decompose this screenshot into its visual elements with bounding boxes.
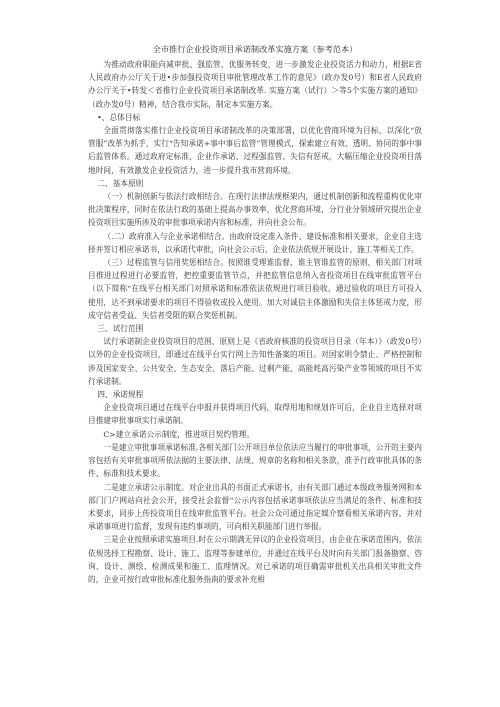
paragraph: 为推动政府职能向减审批、强监管、优服务转变，进一步激发企业投资活力和动力，根据E省人民政府办公厅关于进•步加强投资项目审批管理改革工作的意见》（政办发0号）和E省人民政府办公厅关于•转发＜省推行企业投资项目承诺制改革. 实施方案（试行）＞等5个实施方案的通知》（政办发0号）精神，结合我市实际，制定本实施方案。 xyxy=(88,60,422,109)
document-body xyxy=(88,58,422,586)
paragraph: 企业投资项目通过在线平台申报并获得项目代码，取得用地和规划许可后，企业自主选择对项目推建审批事项实行承诺制。 xyxy=(88,403,422,426)
paragraph: （三）过程监管与信用奖惩相结合。按照谁受理谁监督、谁主管谁监管的原则，相关部门对项目推进过程进行必要监管，把控重要监管节点，并把监管信息纳入省投资项目在线审批监管平台（以下简称“在线平台相关部门对照承诺和标准依法依规进行项目验收，通过验收的项目方可投入使用，达不到承诺要求的项目不得验收或投入使用。加大对诚信主体激励和失信主体惩戒力度，形成守信者受益、失信者受限的联合奖惩机制。 xyxy=(88,258,422,320)
section-heading: 三、试行范围 xyxy=(97,324,144,334)
paragraph: 一是建立审批事项承诺标准.各相关部门公开项目单位依法应当履行的审批事项，公开的主要内容包括有关审批事项所依法据的主要法律、法规、规章的名称和相关条款，准予行政审批具体的条件、标准和技术要求。 xyxy=(88,442,422,479)
section-heading: 四、承诺规程 xyxy=(97,390,144,400)
paragraph: 三是企业按照承诺实施项目.时在公示期满无异议的企业投资项目，由企业在承诺范围内，依法依规选择工程勘察、设计、施工、监理等参建单位，并通过在线平台及时向有关部门报备勘察、咨询、设计、测绘、检测成果和施工、监理情况。对已承诺的项目确需审批机关出具相关审批文件的，企业可按行政审批标准化服务指南的要求补充相 xyxy=(88,535,422,584)
section-heading: 二、基本原则 xyxy=(97,178,144,188)
paragraph: （一）机制创新与依法行政相结合。在现行法律法规框架内，通过机制创新和流程重构优化审批决策程序，同时在依法行政的基础上提高办事效率，优化营商环境，分行业分领域研究提出企业投资项目实施所涉及的审批事项承诺内容和标准，并向社会公布。 xyxy=(88,192,422,228)
document-title: 全市推行企业投资项目承诺制改革实施方案（参考范本） xyxy=(152,44,358,54)
paragraph: 全面贯彻落实推行企业投资项目承诺制改革的决策部署，以优化营商环境为目标，以深化“放管服”改革为抓手，实行“告知承诺+事中事后监管”管理模式，探索建立有效、透明、协同的事中事后监管体系。通过政府定标准、企业作承诺、过程强监管、失信有惩戒，大幅压缩企业投资项目落地时间，有效激发企业投资活力，进一步提升我市营商环境。 xyxy=(88,126,422,175)
paragraph: C>建立承诺公示制度，推进项目契约管理。 xyxy=(103,429,255,439)
paragraph: （.二）政府准入与企业承诺相结合。由政府设定准入条件、建设标准和相关要求，企业自主选择并签订相应承诺书，以承诺代审批，向社会公示后，企业依法依规开展设计、施工等相关工作。 xyxy=(88,231,422,254)
paragraph: 二是建立承诺公示制度。对企业出具的书面正式承诺书，由有关部门通过本级政务服务网和本部门门户网站向社会公开，接受社会监督“公示内容包括承诺事项依法应当满足的条件、标准和技术要求，同步上传投资项目在线审批监管平台。社会公众可通过指定媒介察看相关承诺内容，并对承诺事项进行监督，发现有违约事项的，可向相关职能部门进行举报。 xyxy=(88,482,422,532)
document-page xyxy=(88,42,422,586)
section-heading: •、总体目标 xyxy=(97,112,141,122)
paragraph: 试行承诺制企业投资项目的范围，原则上是《省政府核准的投资项目目录（年本）》（政发0号）以外的企业投资项目，即通过在线平台实行网上告知性备案的项目。对国家明令禁止、严格控制和涉及国家安全、公共安全、生态安全、落后产能、过剩产能、高能耗高污染产业等领域的项目不实行承诺制。 xyxy=(88,337,422,386)
